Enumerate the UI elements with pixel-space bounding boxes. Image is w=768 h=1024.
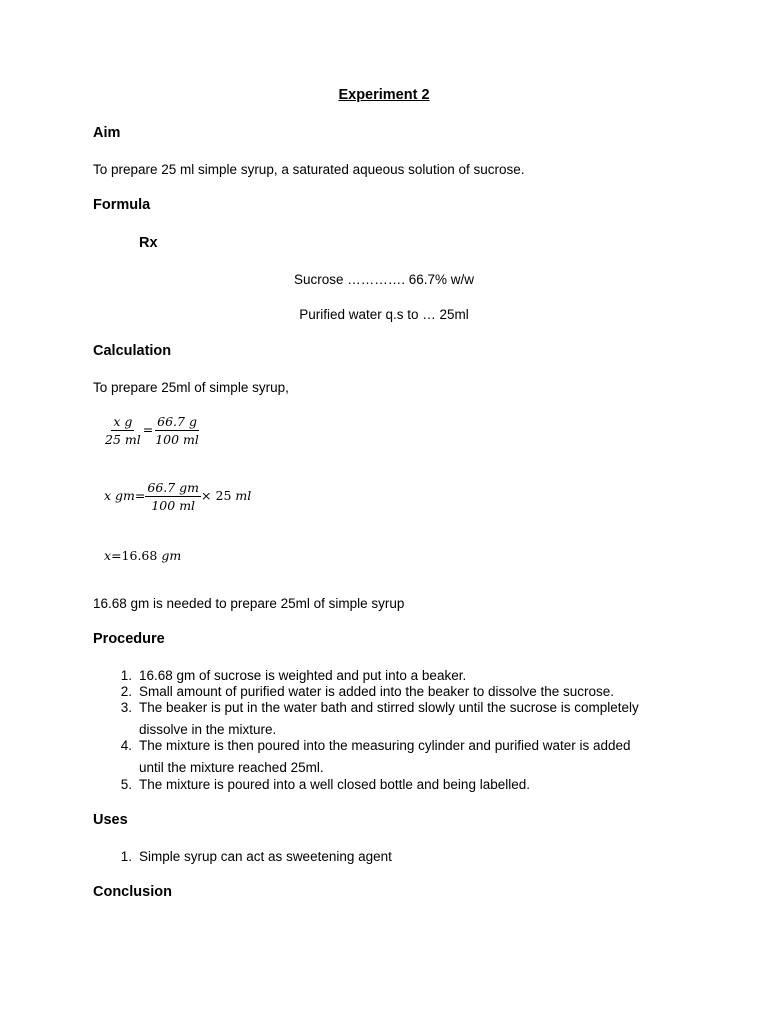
list-text: The beaker is put in the water bath and stirred slowly until the sucrose is completely [139, 700, 639, 715]
document-title: Experiment 2 [338, 87, 430, 103]
fraction-lhs-denominator: 25 ml [105, 432, 141, 447]
eq3-unit: gm [161, 548, 182, 563]
calculation-intro: To prepare 25ml of simple syrup, [93, 380, 289, 395]
fraction-lhs-numerator: x g [113, 414, 133, 429]
equation-ratio [103, 414, 201, 447]
list-number: 4. [120, 738, 132, 753]
list-text: Small amount of purified water is added into the beaker to dissolve the sucrose. [139, 684, 615, 699]
formula-sucrose: Sucrose …………. 66.7% w/w [293, 272, 475, 287]
conclusion-heading: Conclusion [93, 884, 172, 900]
list-text: Simple syrup can act as sweetening agent [139, 849, 392, 864]
fraction-rhs [153, 414, 201, 447]
calculation-heading: Calculation [93, 343, 172, 359]
uses-heading: Uses [93, 812, 128, 828]
list-number: 5. [120, 777, 132, 792]
list-number: 1. [120, 668, 132, 683]
procedure-heading: Procedure [93, 631, 165, 647]
eq3-value: 16.68 [121, 548, 158, 563]
list-text: The mixture is poured into a well closed bottle and being labelled. [139, 777, 530, 792]
fraction-lhs [103, 414, 143, 447]
rx-label: Rx [139, 235, 158, 251]
eq2-multiplier: × 25 [201, 488, 232, 503]
aim-heading: Aim [93, 125, 121, 141]
fraction-eq2-numerator: 66.7 gm [147, 480, 200, 495]
list-number: 1. [120, 849, 132, 864]
fraction-eq2-denominator: 100 ml [151, 498, 196, 513]
list-text-continued: dissolve in the mixture. [139, 722, 277, 737]
equals-sign: = [111, 548, 122, 563]
equation-solve [104, 480, 251, 513]
list-text-continued: until the mixture reached 25ml. [139, 760, 324, 775]
aim-text: To prepare 25 ml simple syrup, a saturated aqueous solution of sucrose. [93, 162, 525, 177]
eq2-unit: ml [235, 488, 252, 503]
formula-water: Purified water q.s to … 25ml [299, 307, 469, 322]
calculation-result: 16.68 gm is needed to prepare 25ml of simple syrup [93, 596, 405, 611]
list-number: 2. [120, 684, 132, 699]
list-text: The mixture is then poured into the measuring cylinder and purified water is added [139, 738, 631, 753]
fraction-rhs-numerator: 66.7 g [157, 414, 197, 429]
eq2-lhs: x gm [104, 488, 135, 503]
list-text: 16.68 gm of sucrose is weighted and put into a beaker. [139, 668, 467, 683]
fraction-rhs-denominator: 100 ml [155, 432, 199, 447]
formula-heading: Formula [93, 197, 151, 213]
equation-result [104, 548, 181, 563]
fraction-eq2 [145, 480, 201, 513]
list-number: 3. [120, 700, 132, 715]
equals-sign: = [142, 422, 154, 437]
equals-sign: = [134, 488, 146, 503]
eq3-lhs: x [104, 548, 112, 563]
